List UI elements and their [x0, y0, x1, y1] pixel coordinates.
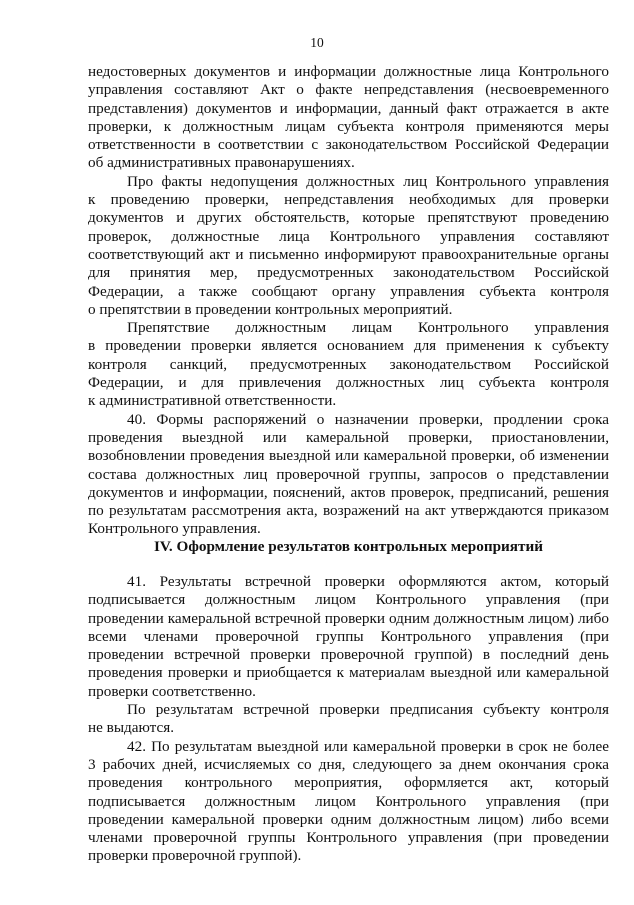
paragraph-line: проверки соответственно.: [88, 682, 256, 700]
paragraph-line: Препятствие должностным лицам Контрольного управления: [127, 319, 609, 337]
paragraph-line: в проведении проверки является основанием для применения к субъекту: [88, 337, 609, 355]
paragraph-line: 42. По результатам выездной или камеральной проверки в срок не более: [127, 737, 609, 755]
paragraph-line: проведения проверки и приобщается к материалам выездной или камеральной: [88, 664, 609, 682]
paragraph-line: проверок, должностные лица Контрольного управления составляют: [88, 227, 609, 245]
paragraph-line: всеми членами проверочной группы Контрольного управления (при: [88, 627, 609, 645]
paragraph-line: Федерации, а также сообщают органу управления субъекта контроля: [88, 282, 609, 300]
paragraph-line: к проведению проверки, непредставления необходимых для проверки: [88, 191, 609, 209]
paragraph-line: членами проверочной группы Контрольного управления (при проведении: [88, 829, 609, 847]
paragraph-line: проведении камеральной встречной проверки одним должностным лицом) либо: [88, 609, 609, 627]
paragraph-line: соответствующий акт и письменно информируют правоохранительные органы: [88, 245, 609, 263]
paragraph-line: проведения контрольного мероприятия, оформляется акт, который: [88, 774, 609, 792]
paragraph-line: представления) документов и информации, данный факт отражается в акте: [88, 99, 609, 117]
paragraph-line: к административной ответственности.: [88, 392, 337, 410]
section-heading: IV. Оформление результатов контрольных мероприятий: [154, 538, 543, 555]
paragraph-line: По результатам встречной проверки предписания субъекту контроля: [127, 701, 609, 719]
paragraph-line: о препятствии в проведении контрольных мероприятий.: [88, 300, 453, 318]
paragraph-line: 3 рабочих дней, исчисляемых со дня, следующего за днем окончания срока: [88, 755, 609, 773]
paragraph-line: Федерации, и для привлечения должностных лиц субъекта контроля: [88, 374, 609, 392]
paragraph-line: проведения выездной или камеральной проверки, приостановлении,: [88, 428, 609, 446]
paragraph-line: подписывается должностным лицом Контрольного управления (при: [88, 792, 609, 810]
paragraph-line: документов и информации, пояснений, актов проверок, предписаний, решения: [88, 483, 609, 501]
paragraph-line: возобновлении проведения выездной или камеральной проверки, об изменении: [88, 447, 609, 465]
paragraph-line: подписывается должностным лицом Контрольного управления (при: [88, 591, 609, 609]
paragraph-line: проверки проверочной группой).: [88, 847, 302, 865]
paragraph-line: об административных правонарушениях.: [88, 154, 355, 172]
paragraph-line: состава должностных лиц проверочной группы, запросов о представлении: [88, 465, 609, 483]
text-block-section-3-end: [88, 63, 609, 539]
page-number: 10: [310, 35, 324, 50]
paragraph-line: недостоверных документов и информации должностные лица Контрольного: [88, 63, 609, 80]
paragraph-line: Контрольного управления.: [88, 520, 261, 538]
paragraph-line: 41. Результаты встречной проверки оформляются актом, который: [127, 573, 609, 590]
paragraph-line: ответственности в соответствии с законодательством Российской Федерации: [88, 136, 609, 154]
paragraph-line: проведении встречной проверки проверочной группой) в последний день: [88, 646, 609, 664]
paragraph-line: документов и других обстоятельств, которые препятствуют проведению: [88, 209, 609, 227]
text-block-section-4: [88, 573, 609, 866]
paragraph-line: проверки, к должностным лицам субъекта контроля применяются меры: [88, 117, 609, 135]
paragraph-line: не выдаются.: [88, 719, 175, 737]
paragraph-line: Про факты недопущения должностных лиц Контрольного управления: [127, 172, 609, 190]
paragraph-line: для принятия мер, предусмотренных законодательством Российской: [88, 264, 609, 282]
paragraph-line: по результатам рассмотрения акта, возражений на акт утверждаются приказом: [88, 502, 609, 520]
paragraph-line: проведении камеральной проверки одним должностным лицом) либо всеми: [88, 810, 609, 828]
paragraph-line: 40. Формы распоряжений о назначении проверки, продлении срока: [127, 410, 609, 428]
paragraph-line: контроля санкций, предусмотренных законодательством Российской: [88, 355, 609, 373]
paragraph-line: управления составляют Акт о факте непредставления (несвоевременного: [88, 81, 609, 99]
